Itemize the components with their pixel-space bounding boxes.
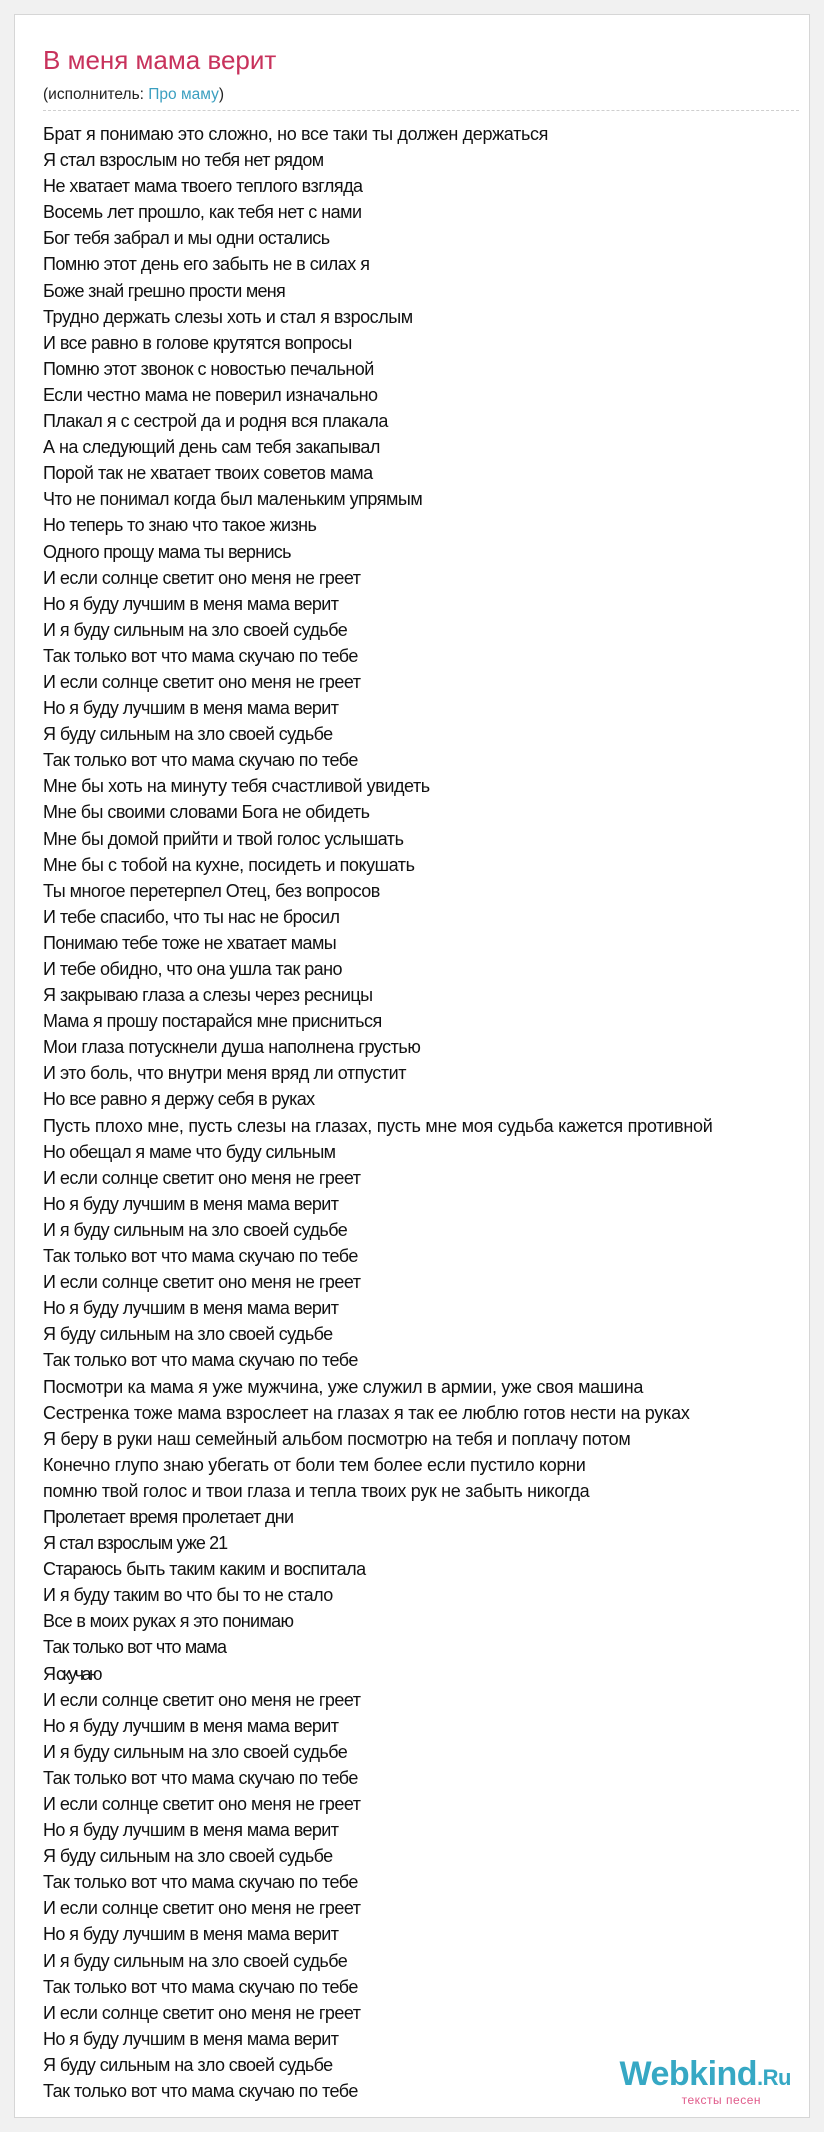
lyric-line: Но я буду лучшим в меня мама верит xyxy=(43,593,339,614)
lyric-line: Порой так не хватает твоих советов мама xyxy=(43,463,373,484)
lyric-line: Боже знай грешно прости меня xyxy=(43,280,286,301)
lyric-line: Так только вот что мама xyxy=(43,1637,227,1658)
lyric-line: Я буду сильным на зло своей судьбе xyxy=(43,1324,333,1345)
lyric-line: Брат я понимаю это сложно, но все таки ты должен держаться xyxy=(43,124,549,144)
divider xyxy=(43,110,799,111)
lyric-line: И я буду сильным на зло своей судьбе xyxy=(43,619,348,640)
lyric-line: Бог тебя забрал и мы одни остались xyxy=(43,228,330,249)
lyric-line: Но я буду лучшим в меня мама верит xyxy=(43,1715,339,1736)
lyrics-page xyxy=(14,14,810,2118)
lyric-line: И я буду сильным на зло своей судьбе xyxy=(43,1741,348,1762)
lyric-line: И если солнце светит оно меня не греет xyxy=(43,2002,361,2023)
lyric-line: Но теперь то знаю что такое жизнь xyxy=(43,515,317,536)
lyric-line: Трудно держать слезы хоть и стал я взрослым xyxy=(43,306,413,327)
lyric-line: И если солнце светит оно меня не греет xyxy=(43,1689,361,1710)
lyric-line: Посмотри ка мама я уже мужчина, уже служил в армии, уже своя машина xyxy=(43,1376,644,1397)
lyric-line: Мне бы хоть на минуту тебя счастливой увидеть xyxy=(43,776,430,797)
lyric-line: помню твой голос и твои глаза и тепла твоих рук не забыть никогда xyxy=(43,1480,590,1501)
logo-tld: .Ru xyxy=(757,2065,791,2090)
artist-prefix: (исполнитель: xyxy=(43,86,149,103)
lyric-line: Я стал взрослым уже 21 xyxy=(43,1533,228,1554)
lyric-line: А на следующий день сам тебя закапывал xyxy=(43,437,380,458)
lyric-line: Но я буду лучшим в меня мама верит xyxy=(43,1298,339,1319)
song-title: В меня мама верит xyxy=(43,45,277,75)
logo-subtitle: тексты песен xyxy=(681,2093,761,2107)
lyric-line: Так только вот что мама скучаю по тебе xyxy=(43,645,358,666)
lyric-line: Но я буду лучшим в меня мама верит xyxy=(43,2028,339,2049)
artist-link[interactable]: Про маму xyxy=(148,86,219,103)
lyric-line: Восемь лет прошло, как тебя нет с нами xyxy=(43,202,362,223)
lyric-line: И если солнце светит оно меня не греет xyxy=(43,1167,361,1188)
lyric-line: Пусть плохо мне, пусть слезы на глазах, пусть мне моя судьба кажется противной xyxy=(43,1115,713,1136)
lyric-line: Не хватает мама твоего теплого взгляда xyxy=(43,176,363,197)
lyric-line: Я буду сильным на зло своей судьбе xyxy=(43,1846,333,1867)
lyric-line: И я буду сильным на зло своей судьбе xyxy=(43,1950,348,1971)
artist-line xyxy=(43,86,224,104)
lyric-line: Но обещал я маме что буду сильным xyxy=(43,1141,336,1162)
lyric-line: Я закрываю глаза а слезы через ресницы xyxy=(43,985,373,1006)
lyric-line: Мне бы с тобой на кухне, посидеть и покушать xyxy=(43,854,415,875)
lyric-line: Но я буду лучшим в меня мама верит xyxy=(43,698,339,719)
lyric-line: Сестренка тоже мама взрослеет на глазах я так ее люблю готов нести на руках xyxy=(43,1402,690,1423)
webkind-logo[interactable] xyxy=(620,2057,792,2107)
lyric-line: Но я буду лучшим в меня мама верит xyxy=(43,1193,339,1214)
lyric-line: Помню этот звонок с новостью печальной xyxy=(43,358,374,379)
lyrics-text xyxy=(43,121,810,2104)
lyric-line: И тебе обидно, что она ушла так рано xyxy=(43,959,342,979)
lyric-line: Мне бы домой прийти и твой голос услышать xyxy=(43,828,404,849)
lyric-line: Все в моих руках я это понимаю xyxy=(43,1611,294,1632)
lyric-line: Мои глаза потускнели душа наполнена грустью xyxy=(43,1037,421,1058)
lyric-line: И это боль, что внутри меня вряд ли отпустит xyxy=(43,1063,407,1084)
logo-wordmark xyxy=(620,2057,792,2091)
lyric-line: Так только вот что мама скучаю по тебе xyxy=(43,1872,358,1893)
lyric-line: Но я буду лучшим в меня мама верит xyxy=(43,1820,339,1841)
lyric-line: И все равно в голове крутятся вопросы xyxy=(43,332,352,353)
lyric-line: Я стал взрослым но тебя нет рядом xyxy=(43,150,324,171)
lyric-line: Я беру в руки наш семейный альбом посмотрю на тебя и поплачу потом xyxy=(43,1428,631,1449)
lyric-line: И если солнце светит оно меня не греет xyxy=(43,1898,361,1919)
lyric-line: Так только вот что мама скучаю по тебе xyxy=(43,1976,358,1997)
lyric-line: Что не понимал когда был маленьким упрямым xyxy=(43,489,423,510)
lyric-line: И если солнце светит оно меня не греет xyxy=(43,567,361,588)
lyric-line: И если солнце светит оно меня не греет xyxy=(43,1794,361,1814)
lyric-line: Так только вот что мама скучаю по тебе xyxy=(43,1350,358,1371)
lyric-line: Помню этот день его забыть не в силах я xyxy=(43,254,370,275)
lyric-line: Одного прощу мама ты вернись xyxy=(43,541,291,562)
lyric-line: И если солнце светит оно меня не греет xyxy=(43,1272,361,1293)
lyric-line: Мама я прошу постарайся мне присниться xyxy=(43,1011,382,1032)
lyric-line: Мне бы своими словами Бога не обидеть xyxy=(43,802,370,823)
lyric-line: Стараюсь быть таким каким и воспитала xyxy=(43,1559,366,1580)
lyric-line: И я буду сильным на зло своей судьбе xyxy=(43,1219,348,1240)
lyric-line: Но я буду лучшим в меня мама верит xyxy=(43,1924,339,1945)
lyric-line: Но все равно я держу себя в руках xyxy=(43,1089,315,1110)
lyric-line: И если солнце светит оно меня не греет xyxy=(43,671,361,692)
lyric-line: Конечно глупо знаю убегать от боли тем более если пустило корни xyxy=(43,1454,586,1475)
lyric-line: Понимаю тебе тоже не хватает мамы xyxy=(43,932,337,953)
lyric-line: И я буду таким во что бы то не стало xyxy=(43,1585,333,1606)
lyric-line: Так только вот что мама скучаю по тебе xyxy=(43,2081,358,2102)
lyric-line: Так только вот что мама скучаю по тебе xyxy=(43,1246,358,1267)
lyric-line: Плакал я с сестрой да и родня вся плакала xyxy=(43,411,388,432)
lyric-line: Так только вот что мама скучаю по тебе xyxy=(43,1767,358,1788)
logo-name: Webkind xyxy=(619,2055,758,2093)
lyric-line: Я буду сильным на зло своей судьбе xyxy=(43,2054,333,2075)
lyric-line: Я скучаю xyxy=(43,1663,100,1684)
lyric-line: И тебе спасибо, что ты нас не бросил xyxy=(43,906,340,927)
lyric-line: Пролетает время пролетает дни xyxy=(43,1506,294,1527)
lyric-line: Так только вот что мама скучаю по тебе xyxy=(43,750,358,771)
lyric-line: Я буду сильным на зло своей судьбе xyxy=(43,724,333,745)
artist-suffix: ) xyxy=(218,86,224,103)
lyric-line: Если честно мама не поверил изначально xyxy=(43,384,378,405)
lyric-line: Ты многое перетерпел Отец, без вопросов xyxy=(43,880,380,901)
